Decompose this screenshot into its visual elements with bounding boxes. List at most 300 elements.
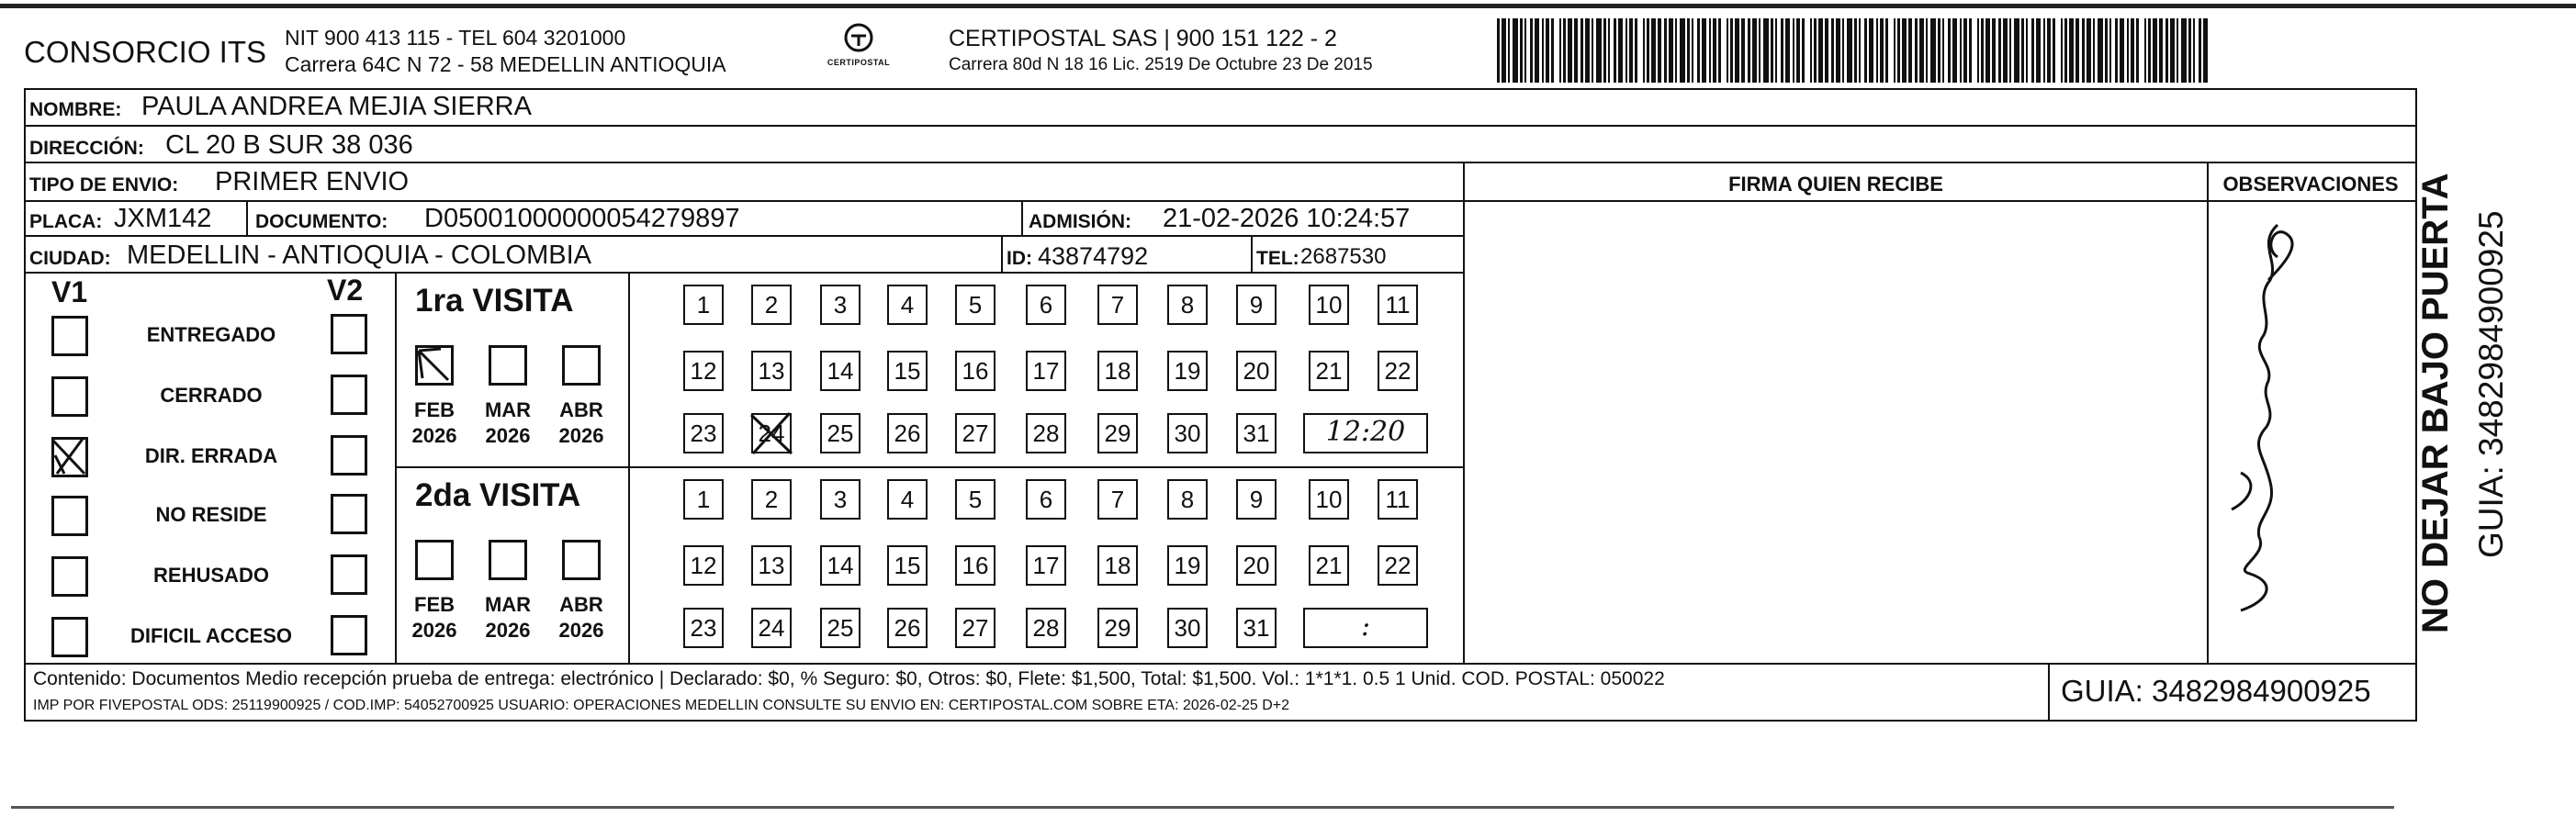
day-box[interactable] [1236,608,1277,648]
barcode-bar [1741,18,1745,83]
barcode-bar [2153,18,2157,83]
day-box[interactable] [1236,545,1277,586]
year-label: 2026 [411,619,457,642]
divider [1021,200,1023,237]
day-number: 16 [962,551,989,579]
barcode-bar [2131,18,2134,83]
day-number: 28 [1032,419,1060,447]
time-value: : [1360,610,1371,643]
month-label: ABR [559,593,603,616]
day-box[interactable] [1167,545,1208,586]
day-number: 4 [900,485,915,513]
day-box[interactable] [1026,351,1066,391]
barcode-bar [1520,18,1523,83]
month-checkbox[interactable] [415,540,454,580]
day-box[interactable] [1097,351,1138,391]
barcode-bar [1771,18,1773,83]
v2-label: V2 [327,274,364,307]
time-box[interactable] [1303,608,1428,648]
day-number: 8 [1180,290,1195,319]
barcode-bar [1635,18,1637,83]
day-box[interactable] [1097,413,1138,453]
day-number: 20 [1243,356,1270,385]
day-box[interactable] [887,413,928,453]
day-number: 13 [758,356,785,385]
logo-text: CERTIPOSTAL [827,58,891,67]
day-number: 24 [758,613,785,642]
day-number: 18 [1104,551,1131,579]
v2-checkbox[interactable] [331,494,367,534]
day-number: 18 [1104,356,1131,385]
barcode-bar [2047,18,2051,83]
barcode-bar [1702,18,1706,83]
recipient-signature [2213,207,2305,638]
barcode-bar [1735,18,1739,83]
firma-header: FIRMA QUIEN RECIBE [1728,173,1943,196]
day-number: 27 [962,419,989,447]
barcode-bar [1530,18,1533,83]
day-box[interactable] [1309,351,1349,391]
visit-separator [395,466,1463,468]
day-box[interactable] [1026,285,1066,325]
check-mark-icon [415,345,454,386]
barcode-bar [2069,18,2074,83]
status-divider [395,274,397,663]
barcode-bar [2144,18,2146,83]
day-number: 7 [1110,485,1125,513]
barcode-bar [1948,18,1951,83]
barcode-bar [1647,18,1649,83]
v2-checkbox[interactable] [331,554,367,595]
obs-divider [2207,163,2209,663]
day-number: 15 [894,356,921,385]
logo-icon [840,22,877,53]
day-box[interactable] [1236,351,1277,391]
day-box[interactable] [751,351,792,391]
barcode-bar [1981,18,1984,83]
day-number: 10 [1315,290,1343,319]
barcode-bar [1608,18,1610,83]
footer-imp: IMP POR FIVEPOSTAL ODS: 25119900925 / COD.IMP: 54052700925 USUARIO: OPERACIONES MEDELLIN CONSULTE SU ENVIO EN: CERTIPOSTAL.COM SOBRE ETA: 2026-02-25 D+2 [33,698,1290,713]
month-label: MAR [484,593,532,616]
barcode-bar [1585,18,1590,83]
day-number: 17 [1032,356,1060,385]
barcode-bar [1697,18,1700,83]
day-number: 22 [1384,356,1412,385]
day-box[interactable] [1309,285,1349,325]
day-number: 9 [1249,290,1264,319]
barcode-bar [1713,18,1716,83]
year-label: 2026 [485,424,531,447]
barcode-bar [1752,18,1757,83]
day-number: 17 [1032,551,1060,579]
day-number: 4 [900,290,915,319]
barcode-bar [1876,18,1878,83]
v1-checkbox[interactable] [51,496,88,536]
barcode-bar [1763,18,1769,83]
day-box[interactable] [683,285,724,325]
day-box[interactable] [1026,413,1066,453]
day-box[interactable] [955,285,996,325]
day-number: 11 [1385,485,1411,513]
barcode-bar [2136,18,2139,83]
day-box[interactable] [887,479,928,520]
day-box[interactable] [887,608,928,648]
barcode-bar [2064,18,2067,83]
day-number: 19 [1174,356,1201,385]
barcode-bar [1885,18,1888,83]
tel-label: TEL: [1256,248,1299,269]
day-box[interactable] [1167,413,1208,453]
barcode-bar [1669,18,1673,83]
month-checkbox[interactable] [562,540,601,580]
firma-divider [1463,163,1465,663]
barcode-bar [1785,18,1790,83]
certipostal-logo [817,22,900,77]
placa-value: JXM142 [114,204,212,233]
barcode-bar [2087,18,2091,83]
barcode-bar [1687,18,1690,83]
day-number: 21 [1315,551,1343,579]
barcode-bar [1508,18,1510,83]
status-label: REHUSADO [153,564,269,587]
day-box[interactable] [887,545,928,586]
v1-label: V1 [51,275,88,308]
barcode-bar [1915,18,1918,83]
month-divider [628,274,630,663]
day-box[interactable] [955,413,996,453]
barcode-bar [1969,18,1972,83]
carrier-line2: Carrera 80d N 18 16 Lic. 2519 De Octubre 23 De 2015 [949,55,1373,74]
day-box[interactable] [1097,479,1138,520]
v1-checkbox[interactable] [51,316,88,356]
month-label: FEB [414,398,455,421]
barcode-bar [1692,18,1693,83]
barcode-bar [1546,18,1549,83]
month-checkbox[interactable] [489,345,527,386]
day-box[interactable] [820,545,861,586]
no-dejar-bajo-puerta: NO DEJAR BAJO PUERTA [2415,173,2456,633]
day-box[interactable] [1026,608,1066,648]
day-box[interactable] [1167,479,1208,520]
day-box[interactable] [1236,413,1277,453]
barcode-bar [1592,18,1593,83]
barcode-bar [1985,18,1990,83]
day-box[interactable] [683,351,724,391]
day-box[interactable] [751,545,792,586]
day-number: 21 [1315,356,1343,385]
tel-value: 2687530 [1300,244,1387,269]
day-box[interactable] [1378,545,1418,586]
barcode-bar [1551,18,1554,83]
barcode-bar [1825,18,1828,83]
barcode-bar [2098,18,2103,83]
day-box[interactable] [1026,545,1066,586]
nombre-value: PAULA ANDREA MEJIA SIERRA [141,92,532,121]
day-box[interactable] [683,545,724,586]
company-line2: Carrera 64C N 72 - 58 MEDELLIN ANTIOQUIA [285,52,726,76]
day-box[interactable] [1097,545,1138,586]
day-box[interactable] [1378,351,1418,391]
barcode-bar [2120,18,2124,83]
day-box[interactable] [751,479,792,520]
day-box[interactable] [820,413,861,453]
barcode-bar [1775,18,1777,83]
day-number: 25 [827,613,854,642]
visit-title: 1ra VISITA [415,283,574,319]
v1-checkbox[interactable] [51,556,88,597]
id-label: ID: [1007,248,1032,269]
day-box[interactable] [1309,479,1349,520]
barcode-bar [2031,18,2034,83]
x-mark-icon [749,411,795,464]
day-box[interactable] [683,413,724,453]
barcode-bar [2170,18,2175,83]
tipo-value: PRIMER ENVIO [215,167,410,196]
barcode-bar [1603,18,1606,83]
barcode-bar [1869,18,1873,83]
day-number: 7 [1110,290,1125,319]
day-number: 5 [968,290,983,319]
day-number: 22 [1384,551,1412,579]
barcode-bar [1842,18,1844,83]
check-mark-icon [51,437,88,477]
barcode-bar [1614,18,1616,83]
barcode-bar [1854,18,1857,83]
day-number: 30 [1174,613,1201,642]
day-box[interactable] [751,413,792,453]
documento-value: D05001000000054279897 [424,204,740,233]
year-label: 2026 [411,424,457,447]
time-box[interactable] [1303,413,1428,453]
barcode-bar [1894,18,1895,83]
barcode-bar [1836,18,1840,83]
bottom-edge-line [11,806,2394,809]
day-box[interactable] [887,285,928,325]
barcode-bar [2127,18,2129,83]
barcode-bar [2053,18,2055,83]
day-number: 28 [1032,613,1060,642]
barcode-bar [1709,18,1711,83]
v1-checkbox[interactable] [51,376,88,417]
day-box[interactable] [1378,479,1418,520]
day-number: 10 [1315,485,1343,513]
barcode-bar [1859,18,1861,83]
barcode-bar [1675,18,1677,83]
barcode-bar [2105,18,2108,83]
month-checkbox[interactable] [562,345,601,386]
barcode-bar [2203,18,2208,83]
barcode-bar [1513,18,1518,83]
day-number: 8 [1180,485,1195,513]
barcode-bar [2021,18,2024,83]
day-number: 6 [1039,290,1053,319]
barcode-bar [2148,18,2151,83]
day-box[interactable] [1378,285,1418,325]
year-label: 2026 [485,619,531,642]
barcode-bar [2009,18,2011,83]
ciudad-label: CIUDAD: [29,248,111,269]
day-box[interactable] [820,608,861,648]
day-number: 1 [696,290,711,319]
day-box[interactable] [1236,479,1277,520]
row-nombre [24,88,2417,127]
barcode-bar [1802,18,1805,83]
top-edge-line [0,4,2576,8]
day-number: 16 [962,356,989,385]
day-number: 12 [690,356,717,385]
barcode-bar [1919,18,1924,83]
day-number: 26 [894,419,921,447]
day-number: 14 [827,356,854,385]
day-number: 31 [1243,613,1270,642]
status-label: DIFICIL ACCESO [129,624,292,647]
day-box[interactable] [820,479,861,520]
barcode-bar [1810,18,1812,83]
day-number: 19 [1174,551,1201,579]
barcode-bar [1497,18,1500,83]
day-number: 9 [1249,485,1264,513]
day-box[interactable] [887,351,928,391]
barcode-bar [1998,18,2001,83]
day-box[interactable] [683,608,724,648]
day-box[interactable] [1236,285,1277,325]
barcode-bar [1963,18,1967,83]
barcode-bar [1643,18,1645,83]
day-box[interactable] [1309,545,1349,586]
barcode-bar [2093,18,2095,83]
barcode-bar [2159,18,2163,83]
day-number: 1 [696,485,711,513]
barcode-bar [1574,18,1578,83]
barcode-bar [2026,18,2028,83]
month-checkbox[interactable] [415,345,454,386]
barcode-bar [1718,18,1721,83]
barcode-bar [1992,18,1996,83]
company-line1: NIT 900 413 115 - TEL 604 3201000 [285,26,626,50]
barcode-bar [1930,18,1936,83]
barcode-bar [1563,18,1566,83]
day-box[interactable] [751,608,792,648]
barcode-bar [2181,18,2187,83]
v1-checkbox[interactable] [51,437,88,477]
v2-checkbox[interactable] [331,314,367,354]
day-number: 2 [764,290,779,319]
barcode-bar [1580,18,1583,83]
barcode-bar [2075,18,2079,83]
documento-label: DOCUMENTO: [255,211,388,232]
day-box[interactable] [955,479,996,520]
v2-checkbox[interactable] [331,615,367,655]
status-label: CERRADO [160,384,263,407]
barcode-bar [1796,18,1800,83]
barcode-bar [1625,18,1627,83]
day-number: 3 [833,485,848,513]
barcode-bar [2165,18,2168,83]
barcode-bar [1781,18,1783,83]
barcode-bar [1818,18,1823,83]
id-value: 43874792 [1038,242,1149,270]
day-box[interactable] [820,351,861,391]
divider [246,200,248,237]
barcode-bar [1727,18,1728,83]
day-number: 26 [894,613,921,642]
barcode-bar [2193,18,2195,83]
day-number: 15 [894,551,921,579]
footer-contenido: Contenido: Documentos Medio recepción prueba de entrega: electrónico | Declarado: $0, % Seguro: $0, Otros: $0, Flete: $1,500, Total: $1,500. Vol.: 1*1*1. 0.5 1 Unid. COD. POSTAL: 050022 [33,668,1665,689]
status-label: ENTREGADO [146,323,276,346]
day-box[interactable] [955,351,996,391]
barcode-bar [1938,18,1940,83]
month-checkbox[interactable] [489,540,527,580]
day-box[interactable] [1167,608,1208,648]
v2-checkbox[interactable] [331,375,367,415]
barcode-bar [2003,18,2008,83]
day-box[interactable] [820,285,861,325]
day-box[interactable] [751,285,792,325]
barcode-bar [1542,18,1544,83]
barcode-bar [1960,18,1962,83]
day-number: 30 [1174,419,1201,447]
day-number: 11 [1385,290,1411,319]
barcode-bar [1596,18,1602,83]
visit-title: 2da VISITA [415,477,581,513]
tipo-label: TIPO DE ENVIO: [29,174,179,196]
barcode-bar [1502,18,1506,83]
day-box[interactable] [683,479,724,520]
day-number: 27 [962,613,989,642]
barcode-bar [1926,18,1928,83]
barcode-bar [1977,18,1979,83]
day-number: 14 [827,551,854,579]
month-label: FEB [414,593,455,616]
barcode-bar [2043,18,2045,83]
day-box[interactable] [1167,351,1208,391]
barcode-bar [1651,18,1656,83]
day-box[interactable] [1026,479,1066,520]
barcode-bar [1864,18,1867,83]
admision-value: 21-02-2026 10:24:57 [1163,204,1411,233]
company-name: CONSORCIO ITS [24,35,267,69]
day-box[interactable] [1097,608,1138,648]
barcode-bar [1658,18,1661,83]
divider [1251,237,1253,274]
barcode-bar [2188,18,2191,83]
day-box[interactable] [955,608,996,648]
day-box[interactable] [1167,285,1208,325]
day-box[interactable] [955,545,996,586]
row-placa [24,200,1464,237]
month-label: ABR [559,398,603,421]
day-box[interactable] [1097,285,1138,325]
guia-vertical: GUIA: 3482984900925 [2472,210,2510,558]
barcode-bar [1748,18,1750,83]
v1-checkbox[interactable] [51,617,88,657]
status-label: NO RESIDE [155,503,267,526]
barcode-bar [2036,18,2041,83]
time-value: 12:20 [1325,416,1406,448]
barcode-bar [2115,18,2118,83]
barcode-bar [1680,18,1685,83]
barcode-bar [1793,18,1794,83]
barcode-bar [2109,18,2111,83]
v2-checkbox[interactable] [331,435,367,476]
footer-top-line [24,663,2417,665]
day-number: 29 [1104,613,1131,642]
row-direccion [24,127,2417,163]
barcode-bar [1559,18,1561,83]
barcode-bar [1730,18,1733,83]
